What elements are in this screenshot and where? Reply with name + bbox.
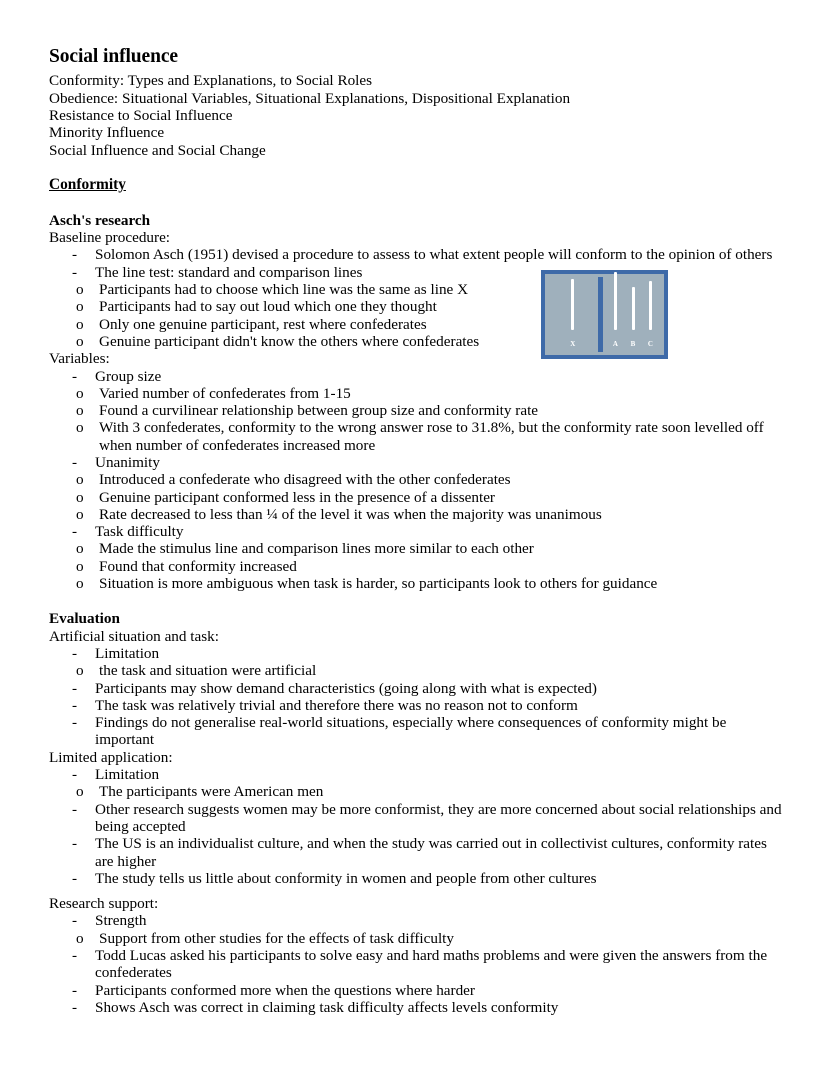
- dash-bullet-icon: -: [72, 869, 78, 887]
- subtitle-line: Minority Influence: [49, 124, 165, 142]
- circle-bullet-icon: o: [76, 384, 84, 402]
- list-item: [49, 471, 786, 488]
- subtitle-block: [49, 72, 786, 158]
- list-item-text: Group size: [95, 367, 162, 385]
- list-item-text: Found that conformity increased: [99, 557, 297, 575]
- circle-bullet-icon: o: [76, 281, 84, 299]
- list-item-text: The task was relatively trivial and therefore there was no reason not to conform: [95, 696, 578, 714]
- list-research-support-strength-detail: [49, 930, 786, 947]
- comparison-line-a: [614, 272, 617, 331]
- list-item-text: Introduced a confederate who disagreed with the other confederates: [99, 471, 511, 489]
- standard-line-label-x: X: [570, 340, 576, 348]
- list-item: [49, 368, 786, 385]
- list-item-text: Participants had to choose which line was the same as line X: [99, 281, 469, 299]
- circle-bullet-icon: o: [76, 315, 84, 333]
- list-item-text: Support from other studies for the effects of task difficulty: [99, 929, 454, 947]
- comparison-lines-panel: [603, 277, 661, 352]
- list-item: [49, 870, 786, 887]
- list-artificial-limitation-detail: [49, 662, 786, 679]
- list-item-text: Situation is more ambiguous when task is harder, so participants look to others for guidance: [99, 575, 658, 593]
- list-item-text: Found a curvilinear relationship between group size and conformity rate: [99, 402, 539, 420]
- list-item-text: Unanimity: [95, 453, 160, 471]
- list-item-text: Rate decreased to less than ¼ of the level it was when the majority was unanimous: [99, 505, 602, 523]
- list-item-text: Limitation: [95, 766, 160, 784]
- list-item-text: The participants were American men: [99, 783, 324, 801]
- list-item-text: The line test: standard and comparison lines: [95, 263, 363, 281]
- list-variables-task-difficulty: [49, 523, 786, 540]
- list-item: [49, 506, 786, 523]
- list-limited-application-limitation-detail: [49, 783, 786, 800]
- list-baseline-procedure: [49, 246, 786, 281]
- comparison-line-label-c: C: [647, 340, 654, 348]
- list-item: [49, 419, 786, 454]
- list-item: [49, 783, 786, 800]
- dash-bullet-icon: -: [72, 523, 78, 541]
- list-item: [49, 316, 786, 333]
- comparison-line-b: [632, 287, 635, 331]
- list-item: [49, 947, 786, 982]
- dash-bullet-icon: -: [72, 453, 78, 471]
- list-item: [49, 489, 786, 506]
- list-item: [49, 912, 786, 929]
- list-item: [49, 333, 786, 350]
- list-item-text: Solomon Asch (1951) devised a procedure to assess to what extent people will conform to the opinion of others: [95, 246, 773, 264]
- circle-bullet-icon: o: [76, 662, 84, 680]
- list-item: [49, 454, 786, 471]
- section-conformity-wrapper: [49, 176, 786, 194]
- dash-bullet-icon: -: [72, 714, 78, 732]
- circle-bullet-icon: o: [76, 505, 84, 523]
- list-artificial-limitation: [49, 645, 786, 662]
- list-item-text: Genuine participant didn't know the others where confederates: [99, 332, 480, 350]
- circle-bullet-icon: o: [76, 783, 84, 801]
- list-item-text: Shows Asch was correct in claiming task difficulty affects levels conformity: [95, 998, 559, 1016]
- list-item-text: The study tells us little about conformity in women and people from other cultures: [95, 869, 597, 887]
- list-variables-group-size: [49, 368, 786, 385]
- list-item: [49, 645, 786, 662]
- section-heading-conformity: Conformity: [49, 175, 126, 193]
- list-variables-unanimity: [49, 454, 786, 471]
- comparison-line-label-b: B: [630, 340, 636, 348]
- list-item: [49, 281, 786, 298]
- list-item: [49, 714, 786, 749]
- list-item: [49, 766, 786, 783]
- dash-bullet-icon: -: [72, 800, 78, 818]
- list-limited-application-points: [49, 801, 786, 887]
- circle-bullet-icon: o: [76, 557, 84, 575]
- comparison-line-label-a: A: [612, 340, 619, 348]
- list-item: [49, 662, 786, 679]
- label-artificial-situation: Artificial situation and task:: [49, 627, 219, 645]
- list-item-text: The US is an individualist culture, and when the study was carried out in collectivist cultures, conformity rates are higher: [95, 835, 767, 870]
- list-item-text: With 3 confederates, conformity to the wrong answer rose to 31.8%, but the conformity rate soon levelled off when number of confederates increased more: [99, 419, 764, 454]
- list-artificial-points: [49, 680, 786, 749]
- list-item: [49, 523, 786, 540]
- list-item: [49, 835, 786, 870]
- list-item: [49, 540, 786, 557]
- list-item: [49, 697, 786, 714]
- circle-bullet-icon: o: [76, 419, 84, 437]
- list-item-text: Todd Lucas asked his participants to solve easy and hard maths problems and were given the answers from the confederates: [95, 947, 768, 982]
- list-item-text: Participants had to say out loud which one they thought: [99, 298, 437, 316]
- dash-bullet-icon: -: [72, 912, 78, 930]
- subheading-evaluation: Evaluation: [49, 610, 120, 628]
- list-research-support-points: [49, 947, 786, 1016]
- dash-bullet-icon: -: [72, 246, 78, 264]
- circle-bullet-icon: o: [76, 929, 84, 947]
- list-item-text: Participants conformed more when the questions where harder: [95, 981, 475, 999]
- subheading-asch-research: Asch's research: [49, 211, 151, 229]
- list-group-size-details: [49, 385, 786, 454]
- dash-bullet-icon: -: [72, 947, 78, 964]
- circle-bullet-icon: o: [76, 298, 84, 316]
- circle-bullet-icon: o: [76, 575, 84, 593]
- subtitle-line: Social Influence and Social Change: [49, 141, 266, 159]
- list-item: [49, 558, 786, 575]
- list-item-text: Only one genuine participant, rest where confederates: [99, 315, 427, 333]
- dash-bullet-icon: -: [72, 835, 78, 853]
- list-item: [49, 298, 786, 315]
- dash-bullet-icon: -: [72, 766, 78, 784]
- list-item-text: Varied number of confederates from 1-15: [99, 384, 351, 402]
- list-item: [49, 402, 786, 419]
- comparison-line-c: [649, 281, 652, 331]
- standard-line-panel: [548, 277, 598, 352]
- circle-bullet-icon: o: [76, 540, 84, 558]
- list-item-text: Participants may show demand characteristics (going along with what is expected): [95, 679, 597, 697]
- list-item-text: Made the stimulus line and comparison lines more similar to each other: [99, 540, 534, 558]
- circle-bullet-icon: o: [76, 471, 84, 489]
- list-item: [49, 680, 786, 697]
- list-unanimity-details: [49, 471, 786, 523]
- list-item: [49, 801, 786, 836]
- list-limited-application-limitation: [49, 766, 786, 783]
- page-title: Social influence: [49, 46, 178, 67]
- list-item-text: Task difficulty: [95, 523, 184, 541]
- list-item: [49, 264, 786, 281]
- list-research-support-strength: [49, 912, 786, 929]
- label-limited-application: Limited application:: [49, 748, 173, 766]
- dash-bullet-icon: -: [72, 981, 78, 999]
- dash-bullet-icon: -: [72, 263, 78, 281]
- list-line-test-details: [49, 281, 786, 350]
- dash-bullet-icon: -: [72, 644, 78, 662]
- list-item-text: Findings do not generalise real-world situations, especially where consequences of conformity might be important: [95, 714, 727, 749]
- list-item: [49, 930, 786, 947]
- label-research-support: Research support:: [49, 895, 159, 913]
- list-item-text: the task and situation were artificial: [99, 662, 317, 680]
- list-task-difficulty-details: [49, 540, 786, 592]
- list-item: [49, 385, 786, 402]
- dash-bullet-icon: -: [72, 696, 78, 714]
- asch-line-test-diagram: [541, 270, 668, 359]
- circle-bullet-icon: o: [76, 332, 84, 350]
- subtitle-line: Conformity: Types and Explanations, to Social Roles: [49, 72, 373, 90]
- list-item-text: Strength: [95, 912, 147, 930]
- list-item: [49, 575, 786, 592]
- subtitle-line: Resistance to Social Influence: [49, 106, 233, 124]
- standard-line-x: [571, 279, 574, 330]
- circle-bullet-icon: o: [76, 488, 84, 506]
- subtitle-line: Obedience: Situational Variables, Situational Explanations, Dispositional Explanation: [49, 89, 571, 107]
- label-baseline-procedure: Baseline procedure:: [49, 229, 171, 247]
- list-item-text: Other research suggests women may be more conformist, they are more concerned about social relationships and being accepted: [95, 800, 782, 835]
- label-variables: Variables:: [49, 350, 110, 368]
- dash-bullet-icon: -: [72, 679, 78, 697]
- dash-bullet-icon: -: [72, 998, 78, 1016]
- circle-bullet-icon: o: [76, 402, 84, 420]
- list-item: [49, 982, 786, 999]
- list-item: [49, 999, 786, 1016]
- list-item: [49, 246, 786, 263]
- list-item-text: Limitation: [95, 644, 160, 662]
- list-item-text: Genuine participant conformed less in the presence of a dissenter: [99, 488, 495, 506]
- dash-bullet-icon: -: [72, 367, 78, 385]
